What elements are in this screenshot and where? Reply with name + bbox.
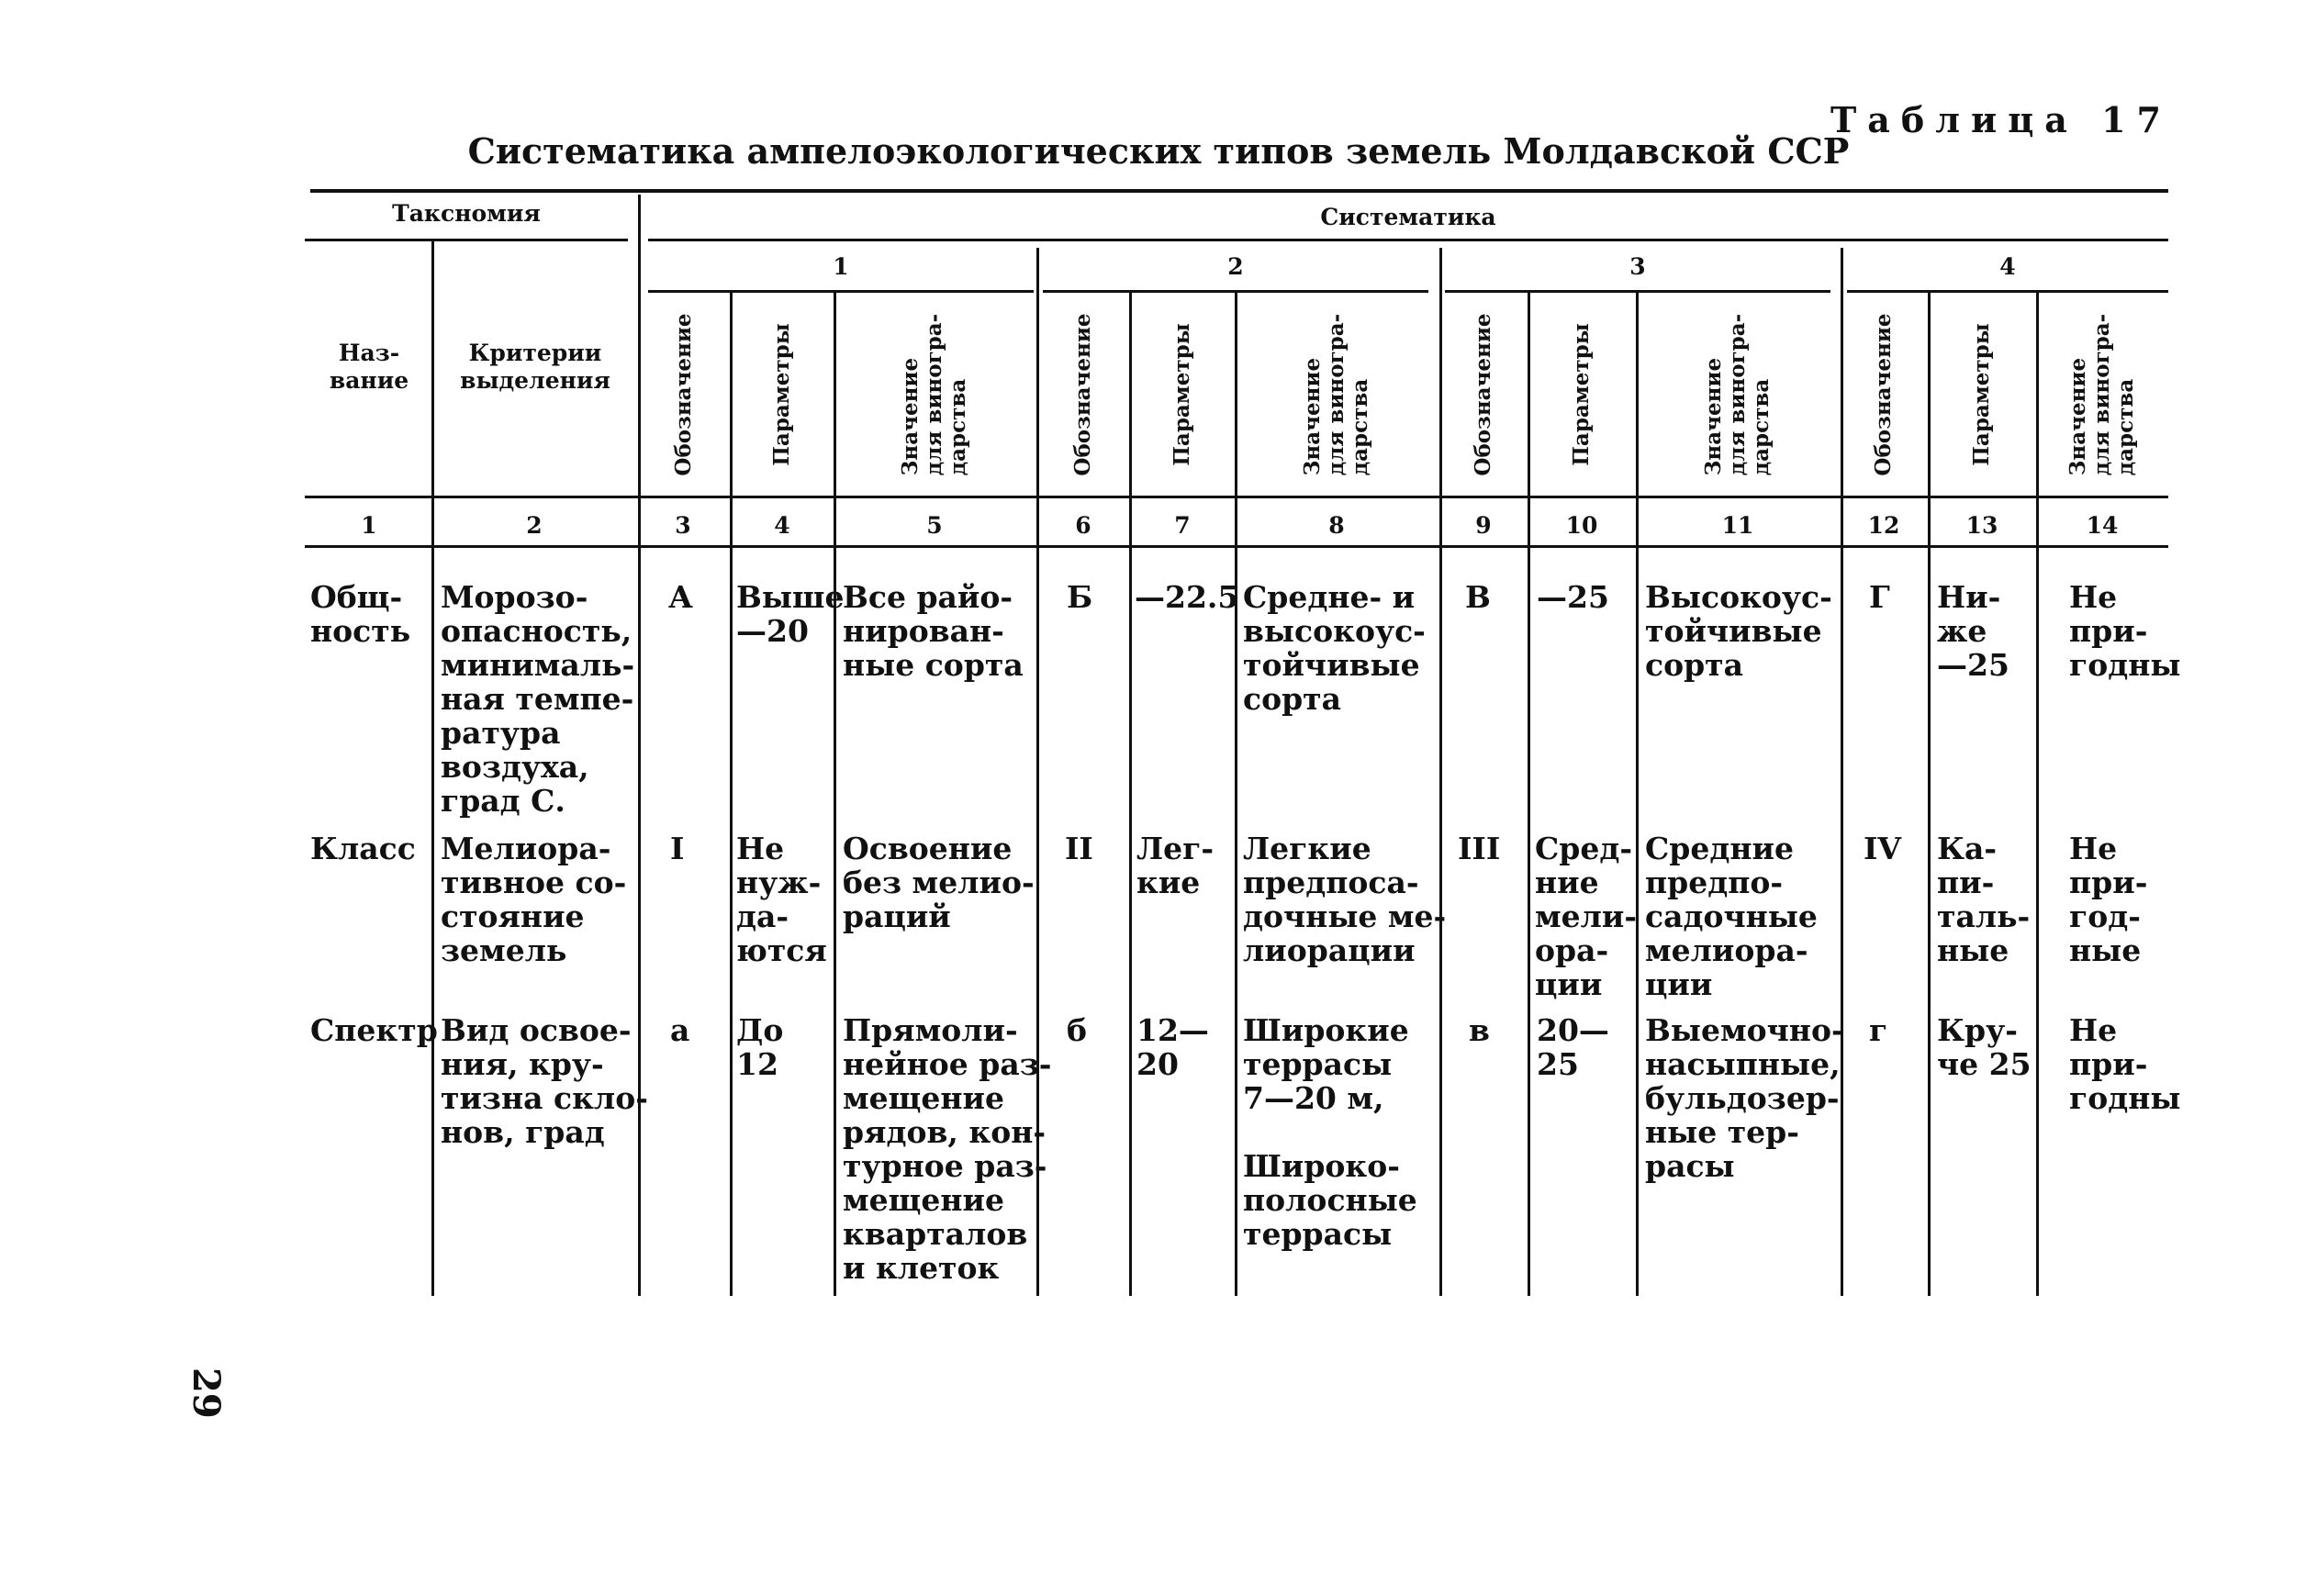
header-value-4: Значение для виногра- дарства: [2065, 313, 2138, 476]
cell-parameters: 12— 20: [1136, 1012, 1209, 1082]
cell-value: Широкие террасы 7—20 м, Широко- полосные террасы: [1243, 1012, 1417, 1252]
column-number: 9: [1475, 512, 1492, 539]
column-number: 6: [1075, 512, 1091, 539]
cell-value: Выемочно- насыпные, бульдозер- ные тер- расы: [1645, 1012, 1844, 1184]
column-number: 14: [2086, 512, 2119, 539]
cell-name: Общ- ность: [310, 579, 411, 649]
cell-value: Прямоли- нейное раз- мещение рядов, кон- турное раз- мещение кварталов и клеток: [843, 1012, 1052, 1286]
cell-name: Класс: [310, 831, 416, 866]
table-title: Систематика ампелоэкологических типов земель Молдавской ССР: [467, 130, 1850, 172]
taxonomy-underline: [305, 239, 628, 241]
vline-group2-group3: [1439, 248, 1442, 1296]
column-number: 10: [1565, 512, 1598, 539]
header-value-2: Значение для виногра- дарства: [1300, 313, 1372, 476]
systematics-underline: [648, 239, 2168, 241]
cell-criteria: Мелиора- тивное со- стояние земель: [441, 831, 627, 968]
cell-designation: III: [1458, 831, 1501, 866]
header-designation-4: Обозначение: [1871, 313, 1896, 476]
header-parameters-3: Параметры: [1569, 323, 1594, 466]
vline-taxonomy-inner: [431, 240, 434, 1296]
cell-designation: В: [1465, 579, 1491, 615]
cell-designation: б: [1067, 1012, 1088, 1048]
cell-designation: г: [1869, 1012, 1888, 1048]
cell-designation: I: [670, 831, 685, 866]
cell-designation: IV: [1864, 831, 1902, 866]
cell-designation: II: [1065, 831, 1093, 866]
column-number: 3: [675, 512, 691, 539]
cell-designation: в: [1469, 1012, 1490, 1048]
header-group-3: 3: [1629, 253, 1646, 280]
cell-name: Спектр: [310, 1012, 438, 1048]
column-number: 1: [361, 512, 377, 539]
cell-parameters: Кру- че 25: [1937, 1012, 2032, 1082]
table-number: Таблица 17: [1830, 99, 2172, 140]
cell-parameters: До 12: [736, 1012, 784, 1082]
column-number: 13: [1965, 512, 1998, 539]
header-value-3: Значение для виногра- дарства: [1701, 313, 1774, 476]
vline-c12-c13: [1928, 292, 1931, 1296]
cell-parameters: 20— 25: [1537, 1012, 1609, 1082]
vline-c7-c8: [1235, 292, 1237, 1296]
cell-parameters: Сред- ние мели- ора- ции: [1535, 831, 1638, 1002]
group-underline-1: [648, 290, 1034, 293]
cell-value: Средне- и высокоус- тойчивые сорта: [1243, 579, 1426, 717]
header-designation-1: Обозначение: [671, 313, 696, 476]
vline-c9-c10: [1528, 292, 1530, 1296]
header-taxonomy: Таксномия: [392, 200, 541, 227]
cell-value: Средние предпо- садочные мелиора- ции: [1645, 831, 1818, 1002]
cell-designation: Б: [1067, 579, 1093, 615]
cell-parameters: —22.5: [1135, 579, 1239, 615]
cell-designation: Г: [1869, 579, 1890, 615]
header-designation-2: Обозначение: [1070, 313, 1095, 476]
vline-c4-c5: [834, 292, 836, 1296]
column-number: 4: [774, 512, 790, 539]
column-number: 12: [1867, 512, 1900, 539]
cell-value: Не при- годны: [2069, 1012, 2181, 1116]
cell-criteria: Морозо- опасность, минималь- ная темпе- ратура воздуха, град С.: [441, 579, 635, 819]
cell-parameters: Ка- пи- таль- ные: [1937, 831, 2031, 968]
header-group-1: 1: [833, 253, 849, 280]
group-underline-4: [1847, 290, 2168, 293]
vline-c6-c7: [1129, 292, 1132, 1296]
column-number: 7: [1174, 512, 1191, 539]
column-number: 2: [526, 512, 543, 539]
cell-value: Не при- годны: [2069, 579, 2181, 683]
header-value-1: Значение для виногра- дарства: [898, 313, 970, 476]
cell-criteria: Вид освое- ния, кру- тизна скло- нов, град: [441, 1012, 648, 1150]
cell-value: Не при- год- ные: [2069, 831, 2148, 968]
cell-parameters: —25: [1537, 579, 1609, 615]
top-rule: [310, 189, 2168, 193]
cell-parameters: Ни- же —25: [1937, 579, 2009, 683]
cell-value: Легкие предпоса- дочные ме- лиорации: [1243, 831, 1447, 968]
cell-parameters: Выше —20: [736, 579, 845, 649]
page-number: 29: [185, 1367, 228, 1419]
cell-value: Все райо- нирован- ные сорта: [843, 579, 1024, 683]
header-systematics: Систематика: [1320, 204, 1496, 230]
header-parameters-4: Параметры: [1969, 323, 1994, 466]
column-number: 11: [1721, 512, 1754, 539]
vline-c10-c11: [1636, 292, 1639, 1296]
cell-designation: а: [670, 1012, 690, 1048]
header-criteria: Критерии выделения: [460, 340, 610, 394]
header-parameters-1: Параметры: [769, 323, 794, 466]
cell-value: Высокоус- тойчивые сорта: [1645, 579, 1832, 683]
vline-c3-c4: [730, 292, 733, 1296]
vline-c13-c14: [2036, 292, 2039, 1296]
header-name: Наз- вание: [329, 340, 409, 394]
cell-parameters: Не нуж- да- ются: [736, 831, 827, 968]
header-parameters-2: Параметры: [1170, 323, 1194, 466]
column-number: 8: [1328, 512, 1345, 539]
cell-value: Освоение без мелио- раций: [843, 831, 1035, 934]
header-designation-3: Обозначение: [1471, 313, 1495, 476]
column-number: 5: [926, 512, 943, 539]
header-group-2: 2: [1227, 253, 1244, 280]
header-group-4: 4: [1999, 253, 2016, 280]
cell-designation: А: [668, 579, 693, 615]
cell-parameters: Лег- кие: [1136, 831, 1214, 900]
